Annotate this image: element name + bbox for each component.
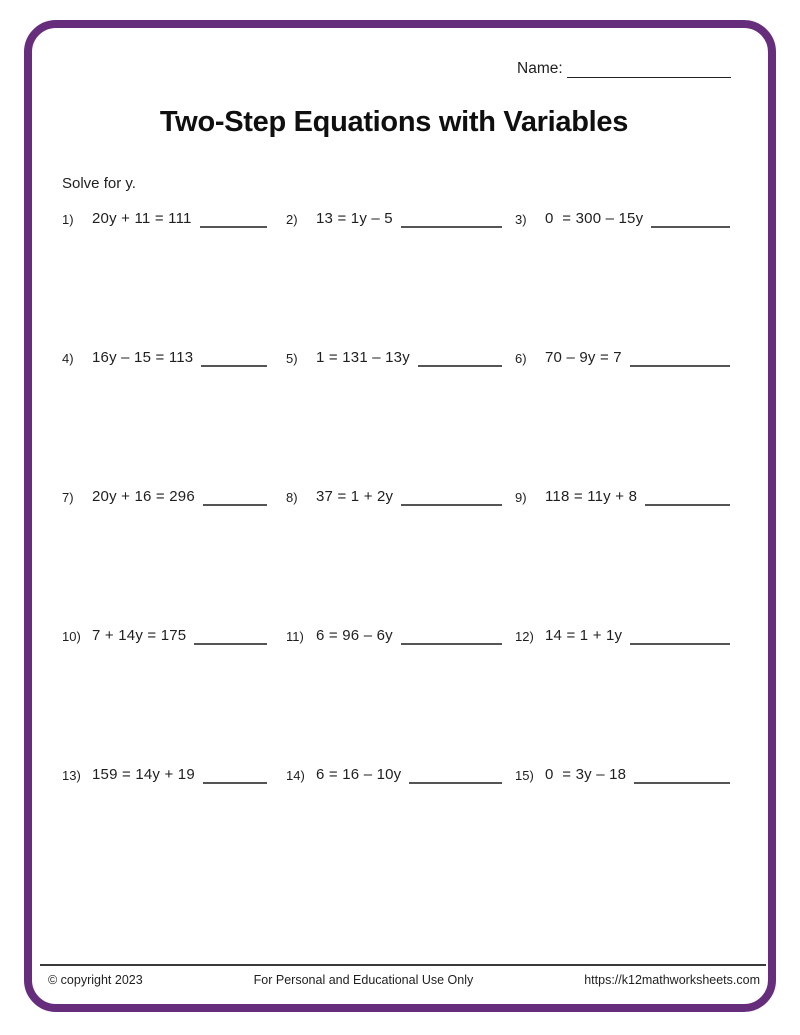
problem-equation: 0 = 300 – 15y [545,210,644,227]
problem-1 [62,210,286,228]
problem-4 [62,349,286,367]
problem-8 [286,488,515,506]
problem-equation: 13 = 1y – 5 [316,210,393,227]
answer-blank-line [203,502,267,506]
answer-blank-line [401,641,502,645]
footer-copyright: © copyright 2023 [48,973,143,987]
footer [48,973,760,987]
problem-7 [62,488,286,506]
footer-url: https://k12mathworksheets.com [584,973,760,987]
problem-equation: 16y – 15 = 113 [92,349,194,366]
problem-number: 2) [286,212,298,227]
problem-equation: 6 = 96 – 6y [316,627,393,644]
problem-equation: 118 = 11y + 8 [545,488,638,505]
answer-blank-line [645,502,730,506]
problem-10 [62,627,286,645]
problem-12 [515,627,730,645]
problem-14 [286,766,515,784]
problem-11 [286,627,515,645]
problem-equation: 37 = 1 + 2y [316,488,394,505]
problem-number: 3) [515,212,527,227]
problem-2 [286,210,515,228]
problem-number: 12) [515,629,534,644]
problem-number: 15) [515,768,534,783]
problem-5 [286,349,515,367]
answer-blank-line [194,641,267,645]
problem-number: 9) [515,490,527,505]
answer-blank-line [409,780,502,784]
problem-equation: 159 = 14y + 19 [92,766,195,783]
answer-blank-line [630,363,730,367]
problem-number: 5) [286,351,298,366]
answer-blank-line [418,363,502,367]
problem-number: 10) [62,629,81,644]
problem-15 [515,766,730,784]
problem-number: 1) [62,212,74,227]
problem-3 [515,210,730,228]
answer-blank-line [201,363,267,367]
footer-usage-text: For Personal and Educational Use Only [253,973,474,987]
answer-blank-line [630,641,730,645]
name-blank-line [567,60,731,78]
problem-equation: 7 + 14y = 175 [92,627,187,644]
problem-number: 13) [62,768,81,783]
problem-9 [515,488,730,506]
problem-equation: 20y + 11 = 111 [92,210,192,227]
problem-6 [515,349,730,367]
problem-equation: 0 = 3y – 18 [545,766,627,783]
problem-number: 8) [286,490,298,505]
problem-equation: 14 = 1 + 1y [545,627,623,644]
problem-number: 7) [62,490,74,505]
problem-number: 6) [515,351,527,366]
answer-blank-line [203,780,267,784]
answer-blank-line [200,224,267,228]
problem-number: 14) [286,768,305,783]
answer-blank-line [651,224,730,228]
problem-13 [62,766,286,784]
answer-blank-line [401,502,502,506]
problem-number: 11) [286,629,304,644]
answer-blank-line [401,224,502,228]
problem-equation: 70 – 9y = 7 [545,349,622,366]
footer-divider [40,964,766,966]
answer-blank-line [634,780,730,784]
problem-equation: 6 = 16 – 10y [316,766,402,783]
problems-grid [62,210,730,905]
name-label: Name: [517,60,563,77]
page-title: Two-Step Equations with Variables [159,106,629,138]
problem-number: 4) [62,351,74,366]
instruction-text: Solve for y. [62,175,136,192]
problem-equation: 20y + 16 = 296 [92,488,195,505]
name-field-row [517,60,731,78]
problem-equation: 1 = 131 – 13y [316,349,410,366]
